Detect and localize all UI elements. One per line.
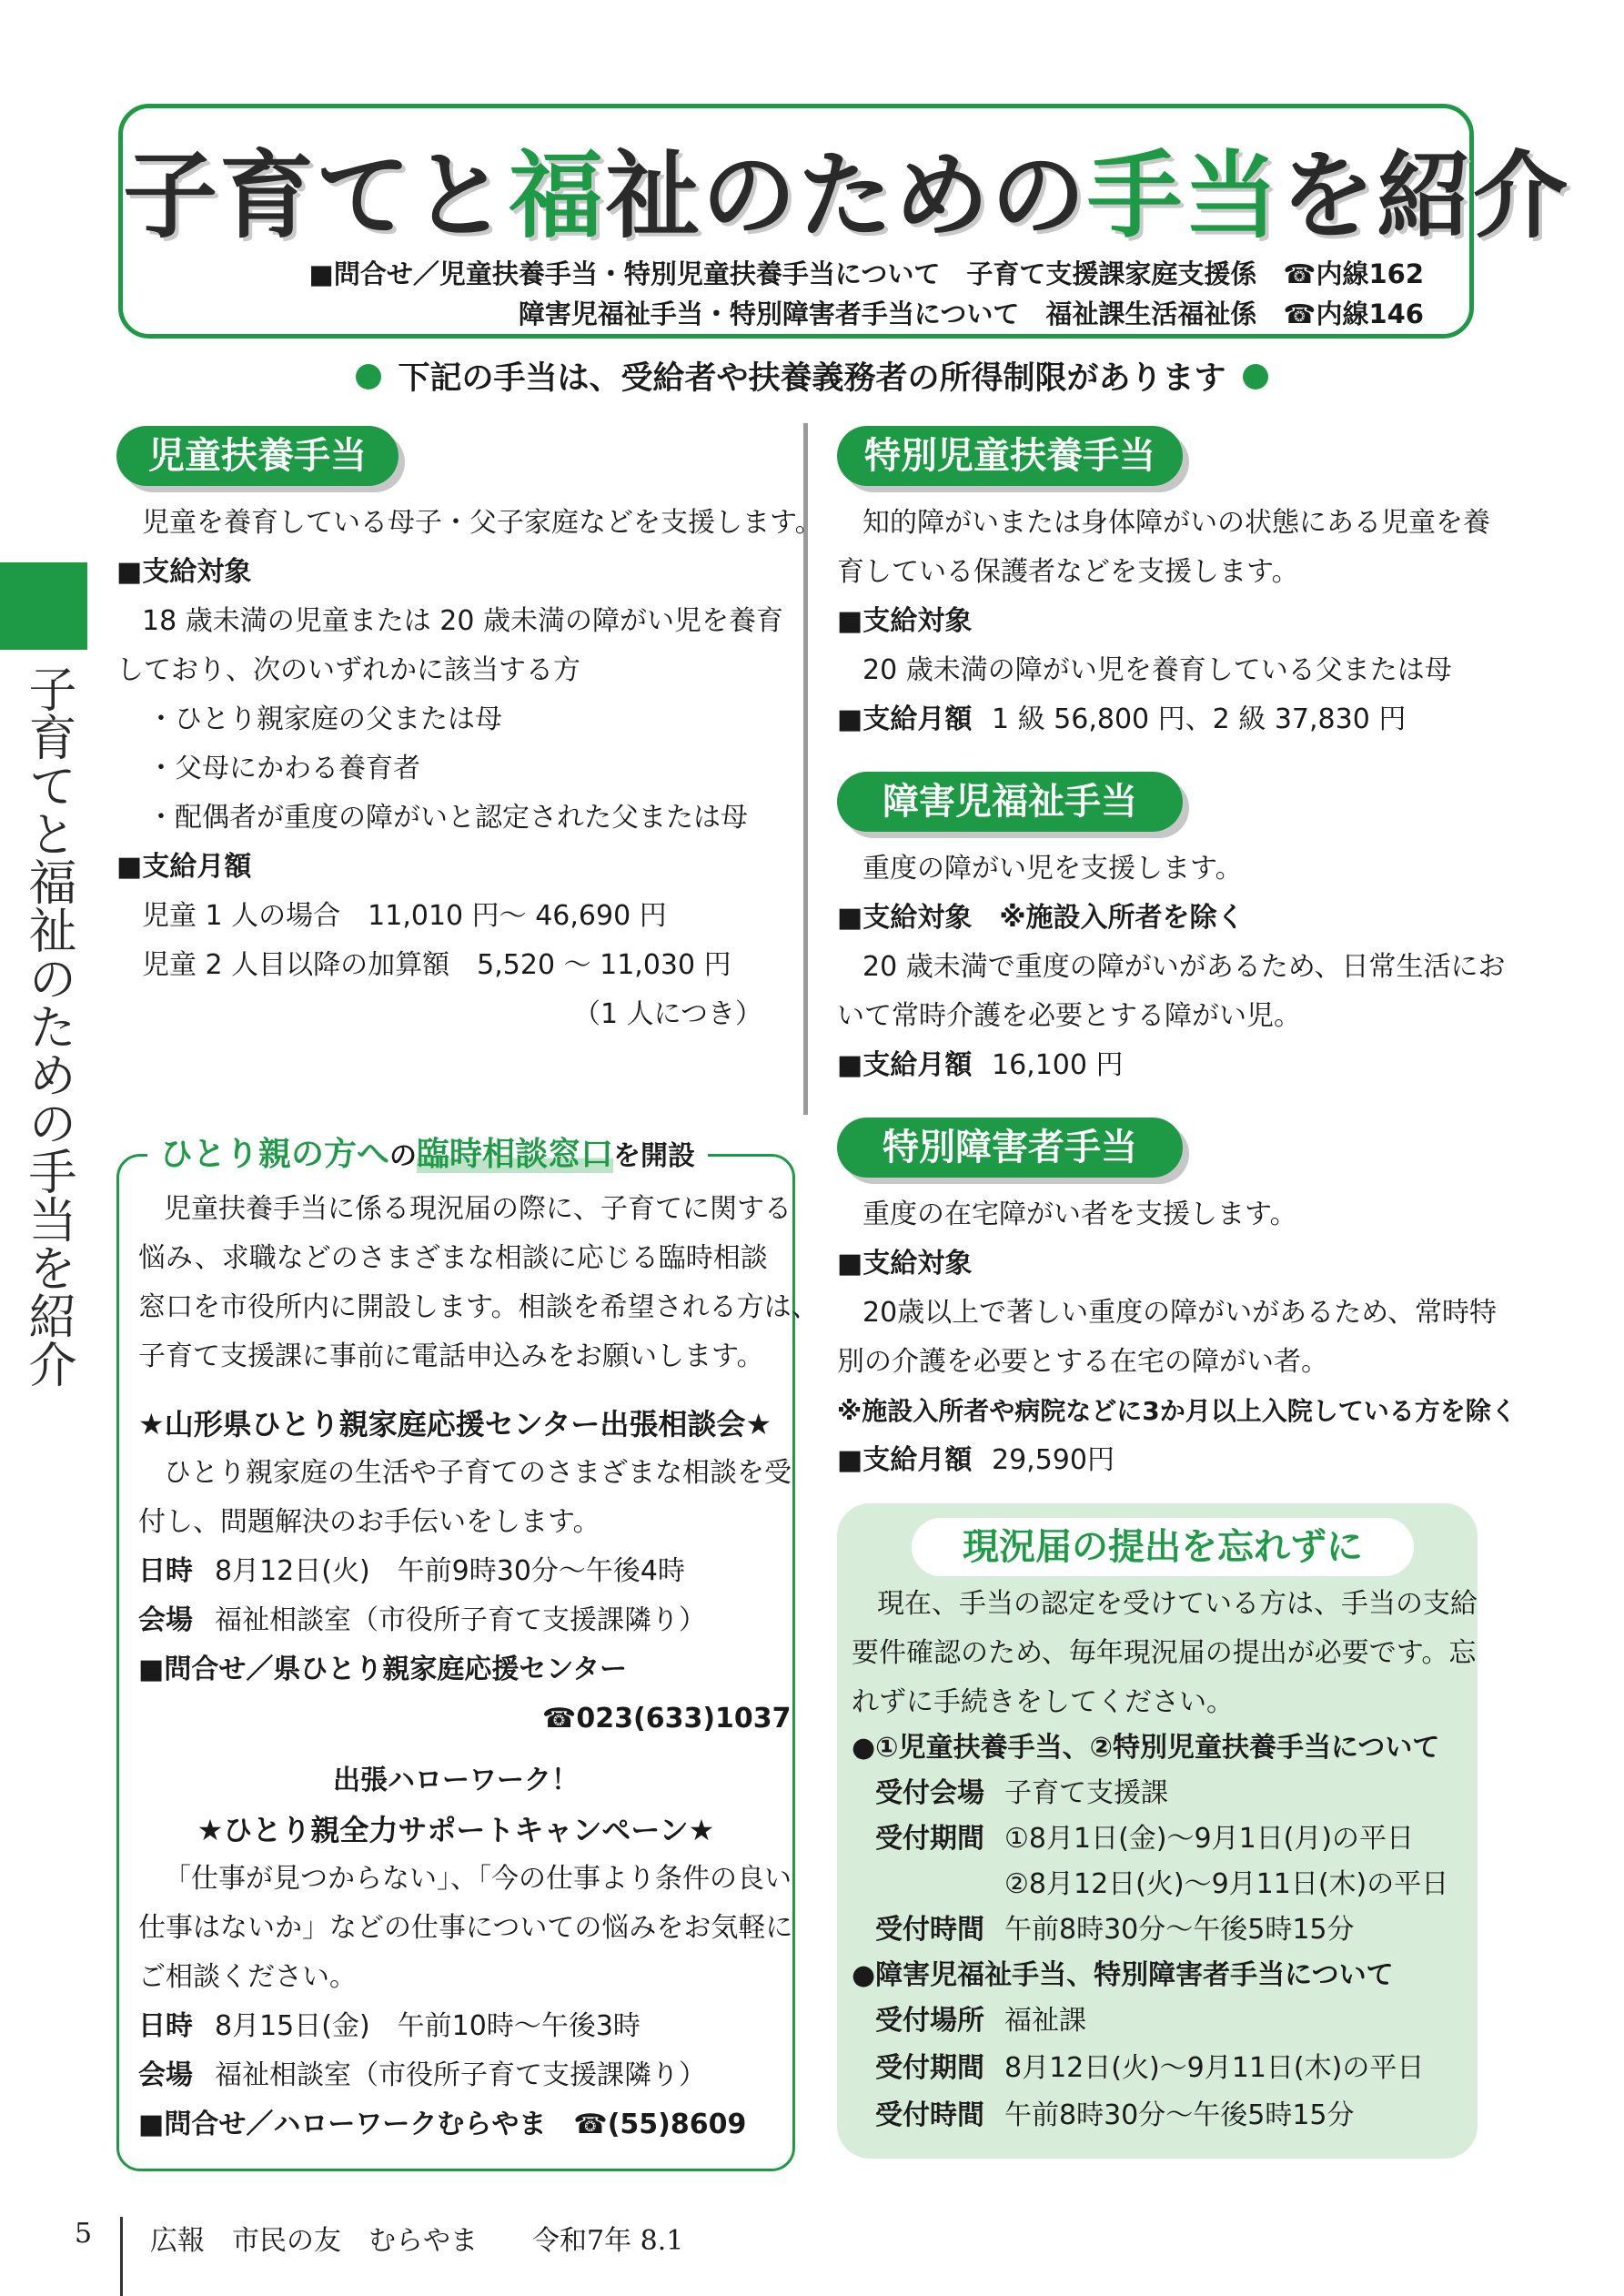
hellowork-title-1: 出張ハローワーク！ — [333, 1765, 579, 1796]
special-child-target-label: ■支給対象 — [837, 605, 973, 637]
renewal-s1-period-2: ②8月12日(火)～9月11日(木)の平日 — [1004, 1868, 1449, 1900]
disabled-child-target-label: ■支給対象 ※施設入所者を除く — [837, 902, 1245, 934]
child-rearing-amount-label: ■支給月額 — [116, 851, 252, 883]
center-date-value: 8月12日(火) 午前9時30分～午後4時 — [215, 1555, 686, 1587]
consult-text-2: 悩み、求職などのさまざまな相談に応じる臨時相談 — [138, 1242, 768, 1274]
section-title-child-rearing: 児童扶養手当 — [116, 426, 398, 486]
center-contact-label: ■問合せ／県ひとり親家庭応援センター — [138, 1654, 628, 1685]
page-title: 子育てと福祉のための手当を紹介 — [123, 140, 1570, 251]
child-rearing-intro: 児童を養育している母子・父子家庭などを支援します。 — [142, 507, 822, 539]
consult-text-1: 児童扶養手当に係る現況届の際に、子育てに関する — [164, 1193, 792, 1225]
hellowork-contact: ■問合せ／ハローワークむらやま ☎(55)8609 — [138, 2109, 747, 2140]
special-child-amount: 1 級 56,800 円、2 級 37,830 円 — [992, 703, 1407, 735]
hellowork-date-value: 8月15日(金) 午前10時～午後3時 — [215, 2010, 641, 2042]
renewal-s1-time: 午前8時30分～午後5時15分 — [1004, 1914, 1355, 1946]
center-venue-value: 福祉相談室（市役所子育て支援課隣り） — [215, 1604, 706, 1636]
renewal-s1-period-1: ①8月1日(金)～9月1日(月)の平日 — [1004, 1823, 1415, 1855]
disabled-child-intro: 重度の障がい児を支援します。 — [862, 853, 1243, 885]
contact-line-2: 障害児福祉手当・特別障害者手当について 福祉課生活福祉係 ☎内線146 — [518, 298, 1424, 329]
center-contact-tel: ☎023(633)1037 — [542, 1703, 792, 1735]
special-disabled-target-2: 別の介護を必要とする在宅の障がい者。 — [837, 1346, 1328, 1378]
renewal-section1-heading: ●①児童扶養手当、②特別児童扶養手当について — [852, 1732, 1440, 1764]
special-disabled-target-label: ■支給対象 — [837, 1248, 973, 1279]
disabled-child-target-1: 20 歳未満で重度の障がいがあるため、日常生活にお — [862, 951, 1506, 983]
hellowork-title-2: ★ひとり親全力サポートキャンペーン★ — [197, 1813, 715, 1847]
child-rearing-target-line2: しており、次のいずれかに該当する方 — [116, 654, 580, 686]
renewal-section2-heading: ●障害児福祉手当、特別障害者手当について — [852, 1959, 1394, 1991]
renewal-s1-period-label: 受付期間 — [875, 1823, 984, 1855]
renewal-text-2: 要件確認のため、毎年現況届の提出が必要です。忘 — [852, 1637, 1477, 1669]
hellowork-date-label: 日時 — [138, 2010, 193, 2042]
footer-divider — [120, 2217, 123, 2296]
child-rearing-item-3: ・配偶者が重度の障がいと認定された父または母 — [147, 802, 748, 834]
disabled-child-amount-label: ■支給月額 — [837, 1049, 973, 1081]
center-date-label: 日時 — [138, 1555, 193, 1587]
renewal-s2-place-label: 受付場所 — [875, 2005, 984, 2037]
renewal-s2-time: 午前8時30分～午後5時15分 — [1004, 2099, 1355, 2131]
contact-line-1: ■問合せ／児童扶養手当・特別児童扶養手当について 子育て支援課家庭支援係 ☎内線162 — [308, 258, 1424, 289]
special-child-text-1: 知的障がいまたは身体障がいの状態にある児童を養 — [862, 507, 1490, 539]
hellowork-text-3: ご相談ください。 — [138, 1961, 357, 1993]
child-rearing-item-1: ・ひとり親家庭の父または母 — [147, 703, 502, 735]
renewal-s1-place-label: 受付会場 — [875, 1777, 984, 1809]
hellowork-venue-value: 福祉相談室（市役所子育て支援課隣り） — [215, 2059, 706, 2091]
bullet-dot-icon — [356, 364, 381, 389]
side-tab-marker — [0, 562, 87, 650]
special-disabled-target-1: 20歳以上で著しい重度の障がいがあるため、常時特 — [862, 1297, 1497, 1329]
child-rearing-amount-note: （1 人につき） — [573, 998, 763, 1030]
special-disabled-amount: 29,590円 — [992, 1444, 1115, 1476]
center-venue-label: 会場 — [138, 1604, 193, 1636]
special-child-text-2: 育している保護者などを支援します。 — [837, 556, 1299, 588]
section-title-special-disabled: 特別障害者手当 — [837, 1118, 1183, 1178]
child-rearing-target-line1: 18 歳未満の児童または 20 歳未満の障がい児を養育 — [142, 605, 783, 637]
disabled-child-target-2: いて常時介護を必要とする障がい児。 — [837, 1000, 1301, 1032]
side-label: 子育てと福祉のための手当を紹介 — [21, 664, 76, 1388]
renewal-title: 現況届の提出を忘れずに — [912, 1518, 1414, 1576]
special-disabled-note: ※施設入所者や病院などに3か月以上入院している方を除く — [837, 1396, 1517, 1426]
special-child-target: 20 歳未満の障がい児を養育している父または母 — [862, 654, 1452, 686]
child-rearing-amount-1: 児童 1 人の場合 11,010 円～ 46,690 円 — [142, 900, 667, 932]
hellowork-text-1: 「仕事が見つからない」、「今の仕事より条件の良い — [164, 1863, 792, 1895]
renewal-s2-place: 福祉課 — [1004, 2005, 1086, 2037]
renewal-text-1: 現在、手当の認定を受けている方は、手当の支給 — [877, 1588, 1478, 1620]
renewal-s1-time-label: 受付時間 — [875, 1914, 984, 1946]
hellowork-text-2: 仕事はないか」などの仕事についての悩みをお気軽に — [138, 1912, 793, 1944]
section-title-disabled-child: 障害児福祉手当 — [837, 772, 1183, 832]
section-title-special-child: 特別児童扶養手当 — [837, 426, 1183, 486]
consult-heading: ひとり親の方への臨時相談窓口を開設 — [147, 1128, 708, 1175]
special-disabled-amount-label: ■支給月額 — [837, 1444, 973, 1476]
special-disabled-intro: 重度の在宅障がい者を支援します。 — [862, 1199, 1297, 1230]
center-consult-text-1: ひとり親家庭の生活や子育てのさまざまな相談を受 — [164, 1457, 792, 1489]
special-child-amount-label: ■支給月額 — [837, 703, 973, 735]
child-rearing-item-2: ・父母にかわる養育者 — [147, 753, 420, 784]
consult-text-3: 窓口を市役所内に開設します。相談を希望される方は、 — [138, 1291, 819, 1323]
income-notice: 下記の手当は、受給者や扶養義務者の所得制限があります — [0, 353, 1624, 399]
disabled-child-amount: 16,100 円 — [992, 1049, 1124, 1081]
renewal-s2-time-label: 受付時間 — [875, 2099, 984, 2131]
title-box — [118, 104, 1570, 339]
center-consult-title: ★山形県ひとり親家庭応援センター出張相談会★ — [138, 1407, 772, 1441]
page-number: 5 — [75, 2218, 93, 2250]
renewal-s2-period: 8月12日(火)～9月11日(木)の平日 — [1004, 2052, 1425, 2084]
consult-text-4: 子育て支援課に事前に電話申込みをお願いします。 — [138, 1340, 764, 1372]
footer-publication: 広報 市民の友 むらやま 令和7年 8.1 — [150, 2225, 684, 2257]
renewal-s1-place: 子育て支援課 — [1004, 1777, 1168, 1809]
child-rearing-amount-2: 児童 2 人目以降の加算額 5,520 ～ 11,030 円 — [142, 949, 731, 981]
bullet-dot-icon — [1243, 364, 1268, 389]
child-rearing-target-label: ■支給対象 — [116, 556, 252, 588]
renewal-text-3: れずに手続きをしてください。 — [852, 1686, 1234, 1718]
center-consult-text-2: 付し、問題解決のお手伝いをします。 — [138, 1506, 600, 1538]
renewal-s2-period-label: 受付期間 — [875, 2052, 984, 2084]
hellowork-venue-label: 会場 — [138, 2059, 193, 2091]
